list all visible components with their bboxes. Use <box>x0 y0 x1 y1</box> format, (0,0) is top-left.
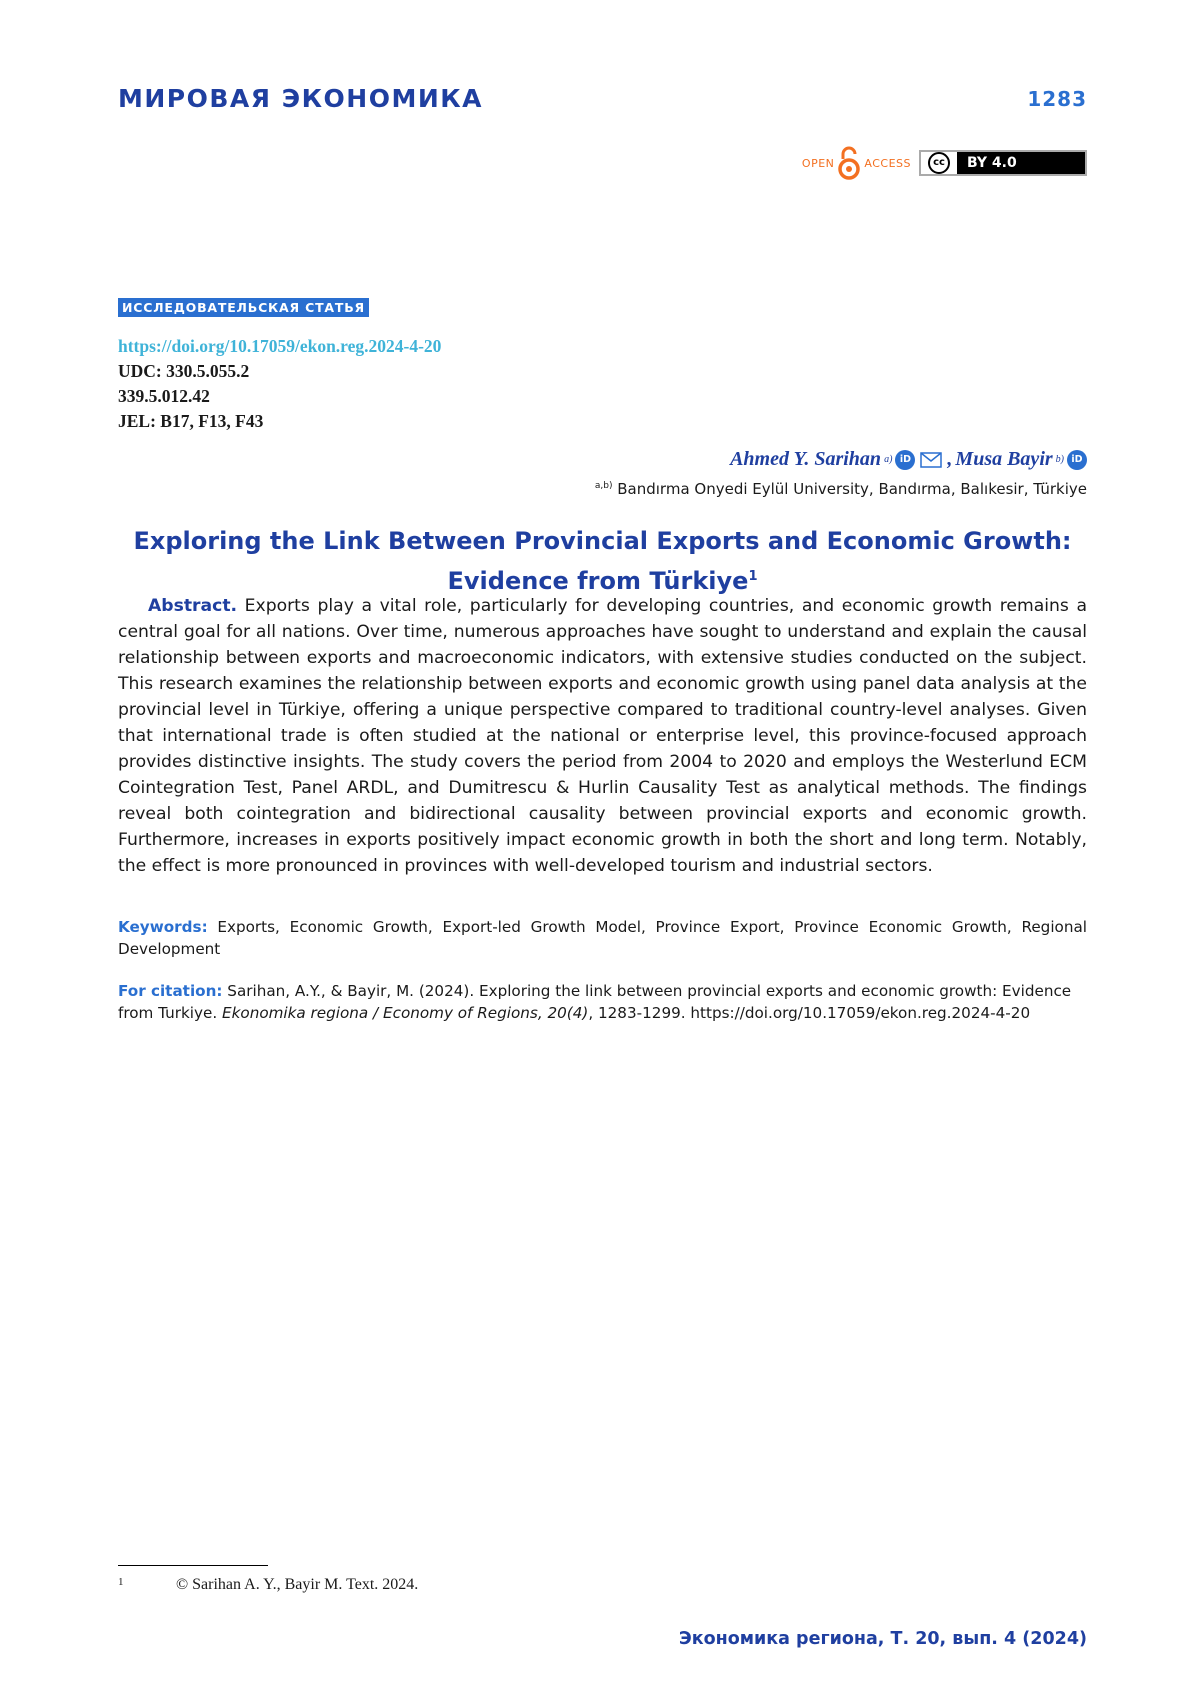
author-name-2[interactable]: Musa Bayir <box>955 448 1053 470</box>
page-number: 1283 <box>1027 87 1087 111</box>
citation <box>118 980 1087 1024</box>
orcid-icon[interactable]: iD <box>895 450 915 470</box>
citation-label: For citation: <box>118 982 223 1000</box>
title-line-1: Exploring the Link Between Provincial Exports and Economic Growth: <box>133 527 1072 555</box>
author-sup-1: a) <box>884 454 893 465</box>
title-footnote-ref[interactable]: 1 <box>748 569 758 584</box>
article-title <box>118 524 1087 599</box>
affiliation-sup: a,b) <box>594 481 613 491</box>
keywords-text: Exports, Economic Growth, Export-led Growth Model, Province Export, Province Economic Growth, Regional Development <box>118 918 1087 958</box>
footnote-divider <box>118 1565 268 1566</box>
author-sup-2: b) <box>1055 454 1064 465</box>
cc-license-badge[interactable] <box>919 150 1087 176</box>
cc-symbol: cc <box>928 152 950 174</box>
footnote-text: © Sarihan A. Y., Bayir M. Text. 2024. <box>176 1576 419 1593</box>
citation-text-before: Sarihan, A.Y., & Bayir, M. (2024). Exploring the link between provincial exports and economic growth: Evidence from Turkiye. <box>118 982 1072 1022</box>
access-label: ACCESS <box>864 156 911 170</box>
title-line-2: Evidence from Türkiye <box>447 567 749 595</box>
abstract-text: Exports play a vital role, particularly for developing countries, and economic growth remains a central goal for all nations. Over time, numerous approaches have sought to understand and explain the causal relationship between exports and macroeconomic indicators, with extensive studies conducted on the subject. This research examines the relationship between exports and economic growth using panel data analysis at the provincial level in Türkiye, offering a unique perspective compared to traditional country-level analyses. Given that international trade is often studied at the national or enterprise level, this province-focused approach provides distinctive insights. The study covers the period from 2004 to 2020 and employs the Westerlund ECM Cointegration Test, Panel ARDL, and Dumitrescu & Hurlin Causality Test as analytical methods. The findings reveal both cointegration and bidirectional causality between provincial exports and economic growth. Furthermore, increases in exports positively impact economic growth in both the short and long term. Notably, the effect is more pronounced in provinces with well-developed tourism and industrial sectors. <box>118 596 1087 876</box>
orcid-icon-2[interactable]: iD <box>1067 450 1087 470</box>
author-separator: , <box>947 448 953 470</box>
abstract <box>118 593 1087 879</box>
footnote-number: 1 <box>118 1576 124 1588</box>
article-type-badge: ИССЛЕДОВАТЕЛЬСКАЯ СТАТЬЯ <box>118 298 369 317</box>
journal-footer: Экономика региона, Т. 20, вып. 4 (2024) <box>678 1629 1087 1649</box>
abstract-label: Abstract. <box>148 596 238 616</box>
jel-codes: JEL: B17, F13, F43 <box>118 411 264 431</box>
affiliation <box>595 480 1087 498</box>
citation-text-after: , 1283-1299. https://doi.org/10.17059/ekon.reg.2024-4-20 <box>588 1004 1031 1022</box>
keywords <box>118 916 1087 960</box>
citation-journal: Ekonomika regiona / Economy of Regions, 20(4) <box>222 1004 589 1022</box>
doi-link[interactable]: https://doi.org/10.17059/ekon.reg.2024-4-20 <box>118 336 442 356</box>
affiliation-text: Bandırma Onyedi Eylül University, Bandırma, Balıkesir, Türkiye <box>612 480 1087 498</box>
article-meta <box>118 334 441 434</box>
footnote <box>118 1576 418 1594</box>
email-icon[interactable] <box>920 452 942 468</box>
open-label: OPEN <box>801 156 835 170</box>
author-name-1[interactable]: Ahmed Y. Sarihan <box>730 448 882 470</box>
cc-icon <box>921 152 957 174</box>
udc-code-2: 339.5.012.42 <box>118 386 210 406</box>
authors-line <box>730 448 1087 471</box>
license-label: BY 4.0 <box>967 155 1017 171</box>
license-badges <box>802 145 1087 181</box>
section-title: МИРОВАЯ ЭКОНОМИКА <box>118 84 484 113</box>
udc-code: UDC: 330.5.055.2 <box>118 361 250 381</box>
open-access-lock-icon <box>836 145 862 181</box>
keywords-label: Keywords: <box>118 918 208 936</box>
